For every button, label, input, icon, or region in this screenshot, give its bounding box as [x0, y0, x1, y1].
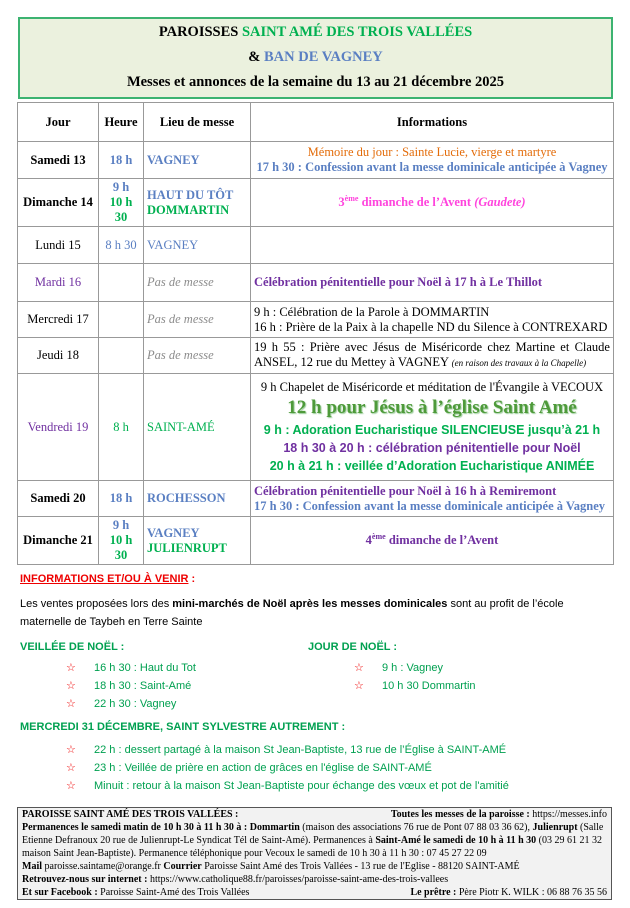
table-row [18, 227, 614, 264]
info [251, 142, 614, 179]
list-item: ☆ 23 h : Veillée de prière en action de grâces en l'église de SAINT-AMÉ [66, 759, 610, 777]
info-line: 9 h Chapelet de Miséricorde et méditation de l'Évangile à VECOUX [260, 379, 604, 394]
info: Célébration pénitentielle pour Noël à 17 h à Le Thillot [251, 264, 614, 302]
place [144, 517, 251, 565]
email-link[interactable]: paroisse.saintame@orange.fr [42, 861, 164, 872]
place: SAINT-AMÉ [144, 374, 251, 481]
table-row [18, 517, 614, 565]
time-2: 10 h 30 [109, 533, 133, 562]
place-1: VAGNEY [147, 525, 200, 540]
website-link[interactable]: https://www.catholique88.fr/paroisses/paroisse-saint-ame-des-trois-vallees [147, 874, 449, 885]
place-1: HAUT DU TÔT [147, 187, 234, 202]
info-sup: ème [344, 193, 359, 203]
info-highlight: 12 h pour Jésus à l’église Saint Amé [287, 396, 577, 418]
website: Retrouvez-nous sur internet : https://www.catholique88.fr/paroisses/paroisse-saint-ame-des-trois-vallees [22, 874, 449, 885]
place: Pas de messe [144, 338, 251, 374]
time [99, 517, 144, 565]
title-line-1: PAROISSES SAINT AMÉ DES TROIS VALLÉES [158, 24, 473, 40]
info [251, 517, 614, 565]
place: Pas de messe [144, 264, 251, 302]
announcements-title: INFORMATIONS ET/OU À VENIR : [20, 573, 196, 585]
time: 18 h [99, 481, 144, 517]
time [99, 264, 144, 302]
day: Lundi 15 [18, 227, 99, 264]
col-jour: Jour [18, 103, 99, 142]
day: Mardi 16 [18, 264, 99, 302]
star-icon: ☆ [354, 662, 364, 674]
list-item: ☆ 22 h 30 : Vagney [66, 695, 308, 713]
star-icon: ☆ [66, 680, 76, 692]
title-line-2: & BAN DE VAGNEY [248, 49, 383, 65]
info-line: 17 h 30 : Confession avant la messe dominicale anticipée à Vagney [254, 498, 606, 513]
place: ROCHESSON [144, 481, 251, 517]
place [144, 179, 251, 227]
table-row [18, 142, 614, 179]
messes-info-link[interactable]: https://messes.info [529, 809, 607, 820]
table-row [18, 264, 614, 302]
footer-parish: PAROISSE SAINT AMÉ DES TROIS VALLÉES : [22, 809, 239, 820]
info [251, 302, 614, 338]
place: Pas de messe [144, 302, 251, 338]
info [251, 227, 614, 264]
info-number: 4 [365, 533, 372, 547]
info-line: 9 h : Adoration Eucharistique SILENCIEUSE jusqu’à 21 h [263, 422, 601, 437]
day: Jeudi 18 [18, 338, 99, 374]
list-item: ☆ 10 h 30 Dommartin [354, 677, 476, 695]
list-item: ☆ 18 h 30 : Saint-Amé [66, 677, 308, 695]
day: Mercredi 17 [18, 302, 99, 338]
info-text: 19 h 55 : Prière avec Jésus de Miséricorde chez Martine et Claude ANSEL, 12 rue du Mettey à VAGNEY [254, 340, 610, 369]
place: VAGNEY [144, 227, 251, 264]
title-line-3: Messes et annonces de la semaine du 13 au 21 décembre 2025 [126, 74, 505, 90]
info-text: dimanche de l’Avent [358, 195, 475, 209]
info-line: 17 h 30 : Confession avant la messe dominicale anticipée à Vagney [256, 160, 608, 174]
footer [17, 807, 612, 900]
time: 8 h 30 [99, 227, 144, 264]
info-note: (en raison des travaux à la Chapelle) [451, 358, 587, 368]
info-sup: ème [371, 531, 386, 541]
table-row [18, 481, 614, 517]
list-item: ☆ 16 h 30 : Haut du Tot [66, 659, 308, 677]
jour-de-noel: JOUR DE NOËL : ☆ 9 h : Vagney ☆ 10 h 30 Dommartin [308, 641, 476, 713]
mass-schedule-table [17, 102, 614, 565]
time [99, 302, 144, 338]
info-number: 3 [338, 195, 345, 209]
time [99, 338, 144, 374]
contact: Mail paroisse.saintame@orange.fr Courrier Paroisse Saint Amé des Trois Vallées - 13 rue de l'Eglise - 88120 SAINT-AMÉ [22, 861, 520, 872]
star-icon: ☆ [66, 780, 76, 792]
list-item: ☆ Minuit : retour à la maison St Jean-Baptiste pour échange des vœux et pot de l'amitié [66, 777, 610, 795]
time [99, 179, 144, 227]
list-item: ☆ 9 h : Vagney [354, 659, 476, 677]
info [251, 374, 614, 481]
veillee-de-noel: VEILLÉE DE NOËL : ☆ 16 h 30 : Haut du Tot ☆ 18 h 30 : Saint-Amé ☆ 22 h 30 : Vagney [20, 641, 308, 713]
table-row [18, 302, 614, 338]
time: 18 h [99, 142, 144, 179]
place-2: JULIENRUPT [147, 540, 227, 555]
info [251, 179, 614, 227]
col-informations: Informations [251, 103, 614, 142]
place-2: DOMMARTIN [147, 202, 230, 217]
day: Samedi 13 [18, 142, 99, 179]
list-item: ☆ 22 h : dessert partagé à la maison St Jean-Baptiste, 13 rue de l’Église à SAINT-AMÉ [66, 741, 610, 759]
announcements [20, 573, 610, 795]
time-1: 9 h [112, 180, 130, 194]
info-line: 16 h : Prière de la Paix à la chapelle ND du Silence à CONTREXARD [254, 319, 608, 334]
saint-sylvestre: MERCREDI 31 DÉCEMBRE, SAINT SYLVESTRE AUTREMENT : ☆ 22 h : dessert partagé à la maison St Jean-Baptiste, 13 rue de l’Église à SAINT-AMÉ ☆ 23 h : Veillée de prière en action de grâces en l'église de SAINT-AMÉ ☆ Minuit : retour à la maison St Jean-Baptiste pour échange des vœux et pot de l'amitié [20, 721, 610, 795]
info-line: 18 h 30 à 20 h : célébration pénitentielle pour Noël [283, 440, 581, 455]
star-icon: ☆ [66, 762, 76, 774]
day: Vendredi 19 [18, 374, 99, 481]
time-2: 10 h 30 [109, 195, 133, 224]
info-line: 9 h : Célébration de la Parole à DOMMARTIN [254, 304, 490, 319]
place: VAGNEY [144, 142, 251, 179]
star-icon: ☆ [66, 698, 76, 710]
permanences: Permanences le samedi matin de 10 h 30 à 11 h 30 à : Dommartin (maison des associations 76 rue de Pont 07 88 03 36 62), Julienrupt (Salle Etienne Defranoux 20 rue de Julienrupt-Le Syndicat Tél de Saint-Amé). Permanences à Saint-Amé le samedi de 10 h à 11 h 30 (03 29 61 21 32 maison Saint Jean-Baptiste). Permanence téléphonique pour Vecoux le samedi de 10 h 30 à 11 h 30 : 07 45 27 22 09 [22, 822, 604, 859]
info-italic: (Gaudete) [474, 195, 526, 209]
info [251, 481, 614, 517]
star-icon: ☆ [354, 680, 364, 692]
facebook: Et sur Facebook : Paroisse Saint-Amé des Trois Vallées [22, 887, 250, 898]
day: Dimanche 21 [18, 517, 99, 565]
table-header [18, 103, 614, 142]
star-icon: ☆ [66, 662, 76, 674]
title-banner [18, 17, 613, 99]
priest: Le prêtre : Père Piotr K. WILK : 06 88 76 35 56 [410, 887, 607, 898]
day: Samedi 20 [18, 481, 99, 517]
info-line: Célébration pénitentielle pour Noël à 16 h à Remiremont [254, 483, 557, 498]
table-row [18, 179, 614, 227]
info-text: dimanche de l’Avent [385, 533, 499, 547]
info [251, 338, 614, 374]
col-lieu: Lieu de messe [144, 103, 251, 142]
star-icon: ☆ [66, 744, 76, 756]
time: 8 h [99, 374, 144, 481]
market-announcement: Les ventes proposées lors des mini-marchés de Noël après les messes dominicales sont au profit de l’école maternelle de Taybeh en Terre Sainte [20, 598, 564, 628]
info-line: Mémoire du jour : Sainte Lucie, vierge et martyre [307, 145, 557, 159]
col-heure: Heure [99, 103, 144, 142]
info-line: 20 h à 21 h : veillée d’Adoration Eucharistique ANIMÉE [269, 458, 595, 473]
day: Dimanche 14 [18, 179, 99, 227]
all-masses: Toutes les messes de la paroisse : https://messes.info [390, 809, 607, 820]
table-row [18, 374, 614, 481]
time-1: 9 h [112, 518, 130, 532]
table-row [18, 338, 614, 374]
